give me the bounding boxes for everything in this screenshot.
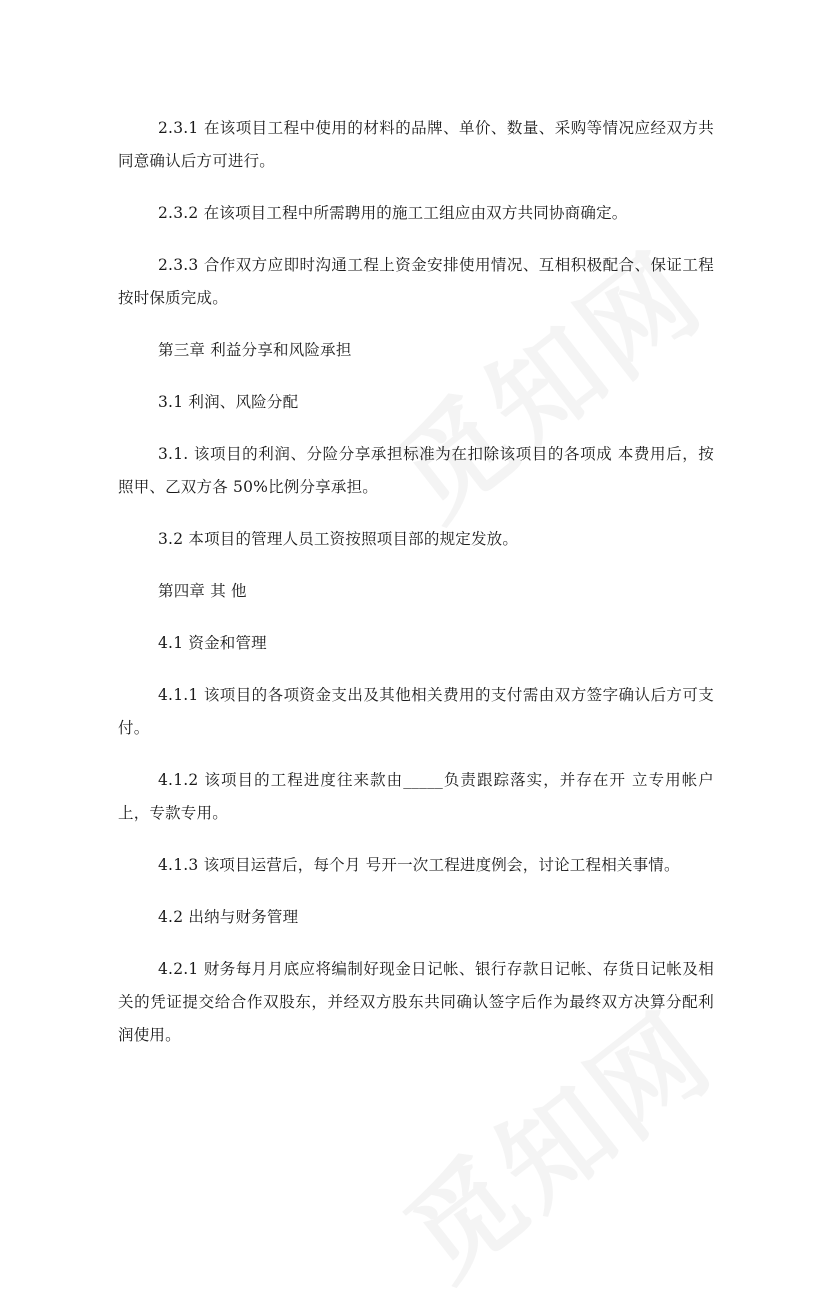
clause-4-1-3: 4.1.3 该项目运营后，每个月 号开一次工程进度例会，讨论工程相关事情。 bbox=[158, 856, 680, 874]
section-4-2-heading: 4.2 出纳与财务管理 bbox=[158, 908, 299, 926]
clause-4-1-2: 4.1.2 该项目的工程进度往来款由_____负责跟踪落实，并存在开 立专用帐户上，专款专用。 bbox=[118, 771, 714, 822]
chapter-4-heading: 第四章 其 他 bbox=[158, 582, 247, 600]
clause-2-3-1: 2.3.1 在该项目工程中使用的材料的品牌、单价、数量、采购等情况应经双方共同意确认后方可进行。 bbox=[118, 119, 714, 170]
document-body bbox=[118, 112, 714, 1071]
chapter-3-heading: 第三章 利益分享和风险承担 bbox=[158, 341, 352, 359]
clause-3-1: 3.1. 该项目的利润、分险分享承担标准为在扣除该项目的各项成 本费用后，按照甲、乙双方各 50%比例分享承担。 bbox=[118, 445, 714, 496]
clause-3-2: 3.2 本项目的管理人员工资按照项目部的规定发放。 bbox=[158, 530, 519, 548]
clause-4-1-1: 4.1.1 该项目的各项资金支出及其他相关费用的支付需由双方签字确认后方可支付。 bbox=[118, 686, 714, 737]
section-4-1-heading: 4.1 资金和管理 bbox=[158, 634, 267, 652]
section-3-1-heading: 3.1 利润、风险分配 bbox=[158, 393, 299, 411]
clause-2-3-2: 2.3.2 在该项目工程中所需聘用的施工工组应由双方共同协商确定。 bbox=[158, 204, 628, 222]
clause-4-2-1: 4.2.1 财务每月月底应将编制好现金日记帐、银行存款日记帐、存货日记帐及相关的凭证提交给合作双股东，并经双方股东共同确认签字后作为最终双方决算分配利润使用。 bbox=[118, 960, 714, 1044]
clause-2-3-3: 2.3.3 合作双方应即时沟通工程上资金安排使用情况、互相积极配合、保证工程按时保质完成。 bbox=[118, 256, 714, 307]
